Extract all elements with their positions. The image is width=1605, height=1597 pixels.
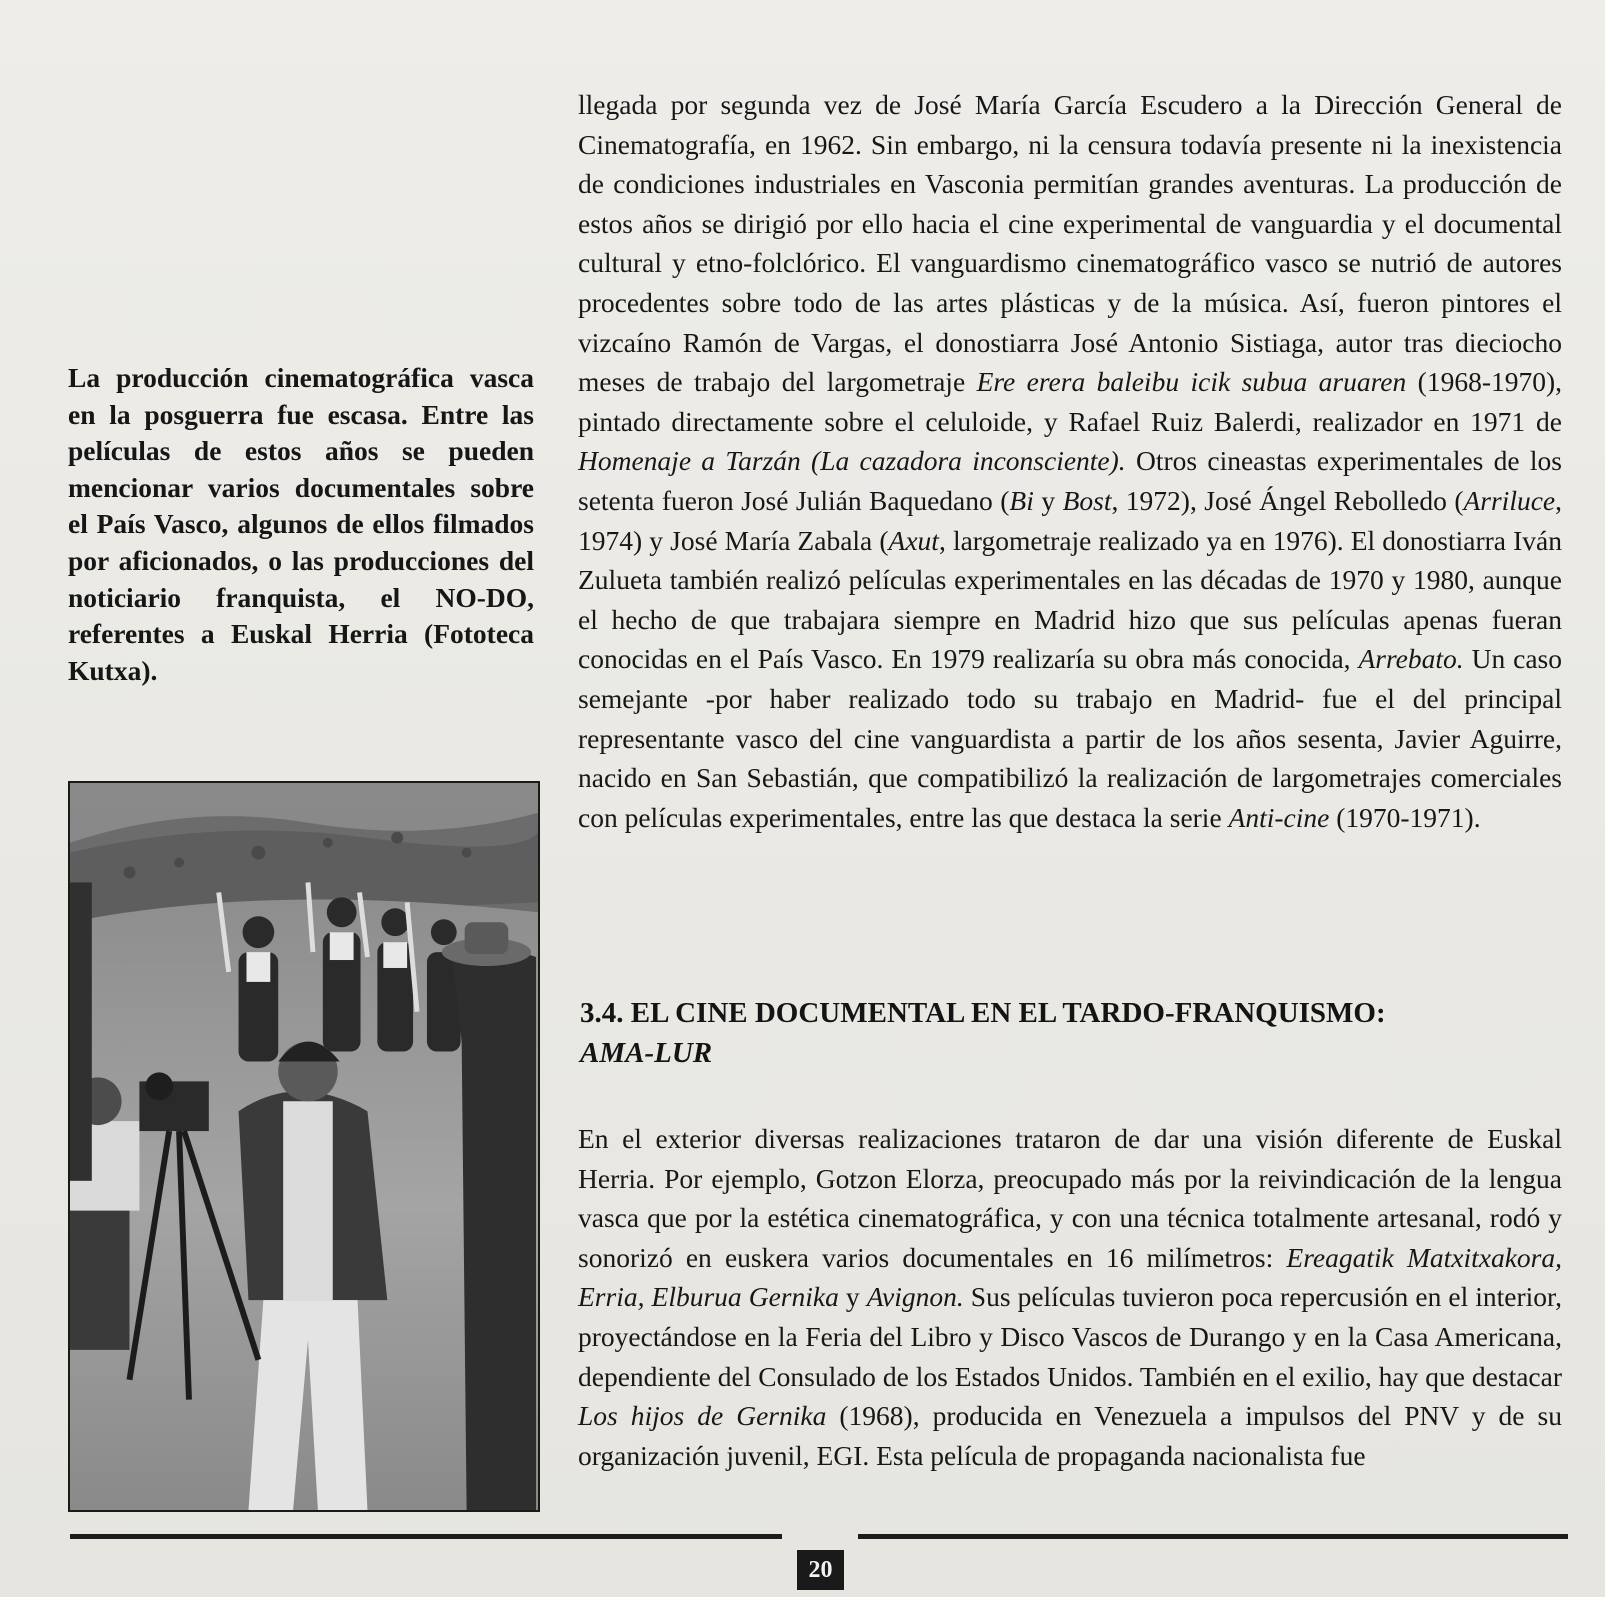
film-shoot-photo [68,781,540,1512]
section-title: 3.4. EL CINE DOCUMENTAL EN EL TARDO-FRANQUISMO: [580,997,1386,1029]
body-paragraph-2: En el exterior diversas realizaciones trataron de dar una visión diferente de Euskal Herria. Por ejemplo, Gotzon Elorza, preocupado más por la reivindicación de la lengua vasca que por la estética cinematográfica, y con una técnica totalmente artesanal, rodó y sonorizó en euskera varios documentales en 16 milímetros: Ereagatik Matxitxakora, Erria, Elburua Gernika y Avignon. Sus películas tuvieron poca repercusión en el interior, proyectándose en la Feria del Libro y Disco Vascos de Durango y en la Casa Americana, dependiente del Consulado de los Estados Unidos. También en el exilio, hay que destacar Los hijos de Gernika (1968), producida en Venezuela a impulsos del PNV y de su organización juvenil, EGI. Esta película de propaganda nacionalista fue [578,1123,1562,1471]
section-heading [580,993,1570,1073]
footer-rule-right [858,1534,1568,1539]
section-subtitle: AMA-LUR [580,1037,713,1069]
page-number: 20 [797,1550,844,1590]
photo-caption: La producción cinematográfica vasca en la posguerra fue escasa. Entre las películas de estos años se pueden mencionar varios documentales sobre el País Vasco, algunos de ellos filmados por aficionados, o las producciones del noticiario franquista, el NO-DO, referentes a Euskal Herria (Fototeca Kutxa). [68,362,534,686]
film-shoot-photo-image [70,783,538,1510]
footer-rule-left [70,1534,782,1539]
body-paragraph-1: llegada por segunda vez de José María García Escudero a la Dirección General de Cinematografía, en 1962. Sin embargo, ni la censura todavía presente ni la inexistencia de condiciones industriales en Vasconia permitían grandes aventuras. La producción de estos años se dirigió por ello hacia el cine experimental de vanguardia y el documental cultural y etno-folclórico. El vanguardismo cinematográfico vasco se nutrió de autores procedentes sobre todo de las artes plásticas y de la música. Así, fueron pintores el vizcaíno Ramón de Vargas, el donostiarra José Antonio Sistiaga, autor tras dieciocho meses de trabajo del largometraje Ere erera baleibu icik subua aruaren (1968-1970), pintado directamente sobre el celuloide, y Rafael Ruiz Balerdi, realizador en 1971 de Homenaje a Tarzán (La cazadora inconsciente). Otros cineastas experimentales de los setenta fueron José Julián Baquedano (Bi y Bost, 1972), José Ángel Rebolledo (Arriluce, 1974) y José María Zabala (Axut, largometraje realizado ya en 1976). El donostiarra Iván Zulueta también realizó películas experimentales en las décadas de 1970 y 1980, aunque el hecho de que trabajara siempre en Madrid hizo que sus películas apenas fueran conocidas en el País Vasco. En 1979 realizaría su obra más conocida, Arrebato. Un caso semejante -por haber realizado todo su trabajo en Madrid- fue el del principal representante vasco del cine vanguardista a partir de los años sesenta, Javier Aguirre, nacido en San Sebastián, que compatibilizó la realización de largometrajes comerciales con películas experimentales, entre las que destaca la serie Anti-cine (1970-1971). [578,89,1563,833]
